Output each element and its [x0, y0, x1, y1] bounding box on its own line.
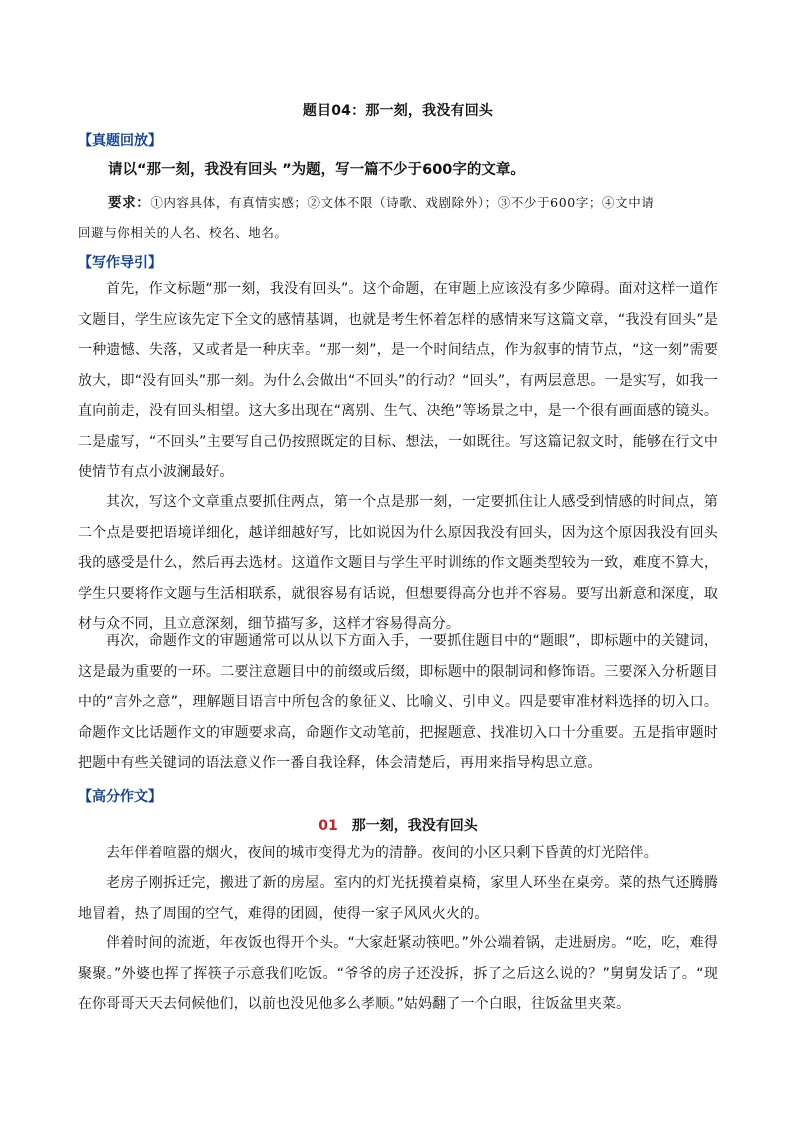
- section-tag-daoyin: 【写作导引】: [78, 255, 162, 271]
- guide-paragraph-2: 其次，写这个文章重点要抓住两点，第一个点是那一刻，一定要抓住让人感受到情感的时间点，第二个点是要把语境详细化，越详细越好写，比如说因为什么原因我没有回头，因为这个原因我没有回头我的感受是什么，然后再去选材。这道作文题目与学生平时训练的作文题类型较为一致，难度不算大，学生只要将作文题与生活相联系，就很容易有话说，但想要得高分也并不容易。要写出新意和深度，取材与众不同，且立意深刻，细节描写多，这样才容易得高分。: [78, 494, 718, 632]
- essay-paragraph-3: 伴着时间的流逝，年夜饭也得开个头。“大家赶紧动筷吧。”外公端着锅，走进厨房。“吃，吃，难得聚聚。”外婆也挥了挥筷子示意我们吃饭。“爷爷的房子还没拆，拆了之后这么说的？”舅舅发话了。“现在你哥哥天天去伺候他们，以前也没见他多么孝顺。”姑妈翻了一个白眼，往饭盆里夹菜。: [78, 935, 718, 1012]
- essay-prompt: 请以“那一刻，我没有回头 ”为题，写一篇不少于600字的文章。: [108, 162, 525, 178]
- requirement-label: 要求：: [108, 195, 151, 211]
- section-tag-zhenti: 【真题回放】: [78, 133, 162, 149]
- essay-title-text: 那一刻，我没有回头: [351, 818, 478, 834]
- requirement-text-1: ①内容具体，有真情实感；②文体不限（诗歌、戏剧除外）；③不少于600字；④文中请: [150, 195, 655, 210]
- essay-paragraph-1: 去年伴着喧嚣的烟火，夜间的城市变得尤为的清静。夜间的小区只剩下昏黄的灯光陪伴。: [106, 845, 658, 861]
- section-tag-gaofen: 【高分作文】: [78, 789, 162, 805]
- requirement-text-2: 回避与你相关的人名、校名、地名。: [78, 225, 288, 240]
- page-title: 题目04：那一刻，我没有回头: [302, 103, 494, 119]
- requirements: [78, 188, 718, 248]
- essay-paragraph-2: 老房子刚拆迁完，搬进了新的房屋。室内的灯光抚摸着桌椅，家里人环坐在桌旁。菜的热气还腾腾地冒着，热了周围的空气，难得的团圆，使得一家子风风火火的。: [78, 875, 718, 922]
- essay-number: 01: [318, 818, 338, 834]
- essay-title: [78, 815, 718, 835]
- guide-paragraph-3: 再次，命题作文的审题通常可以从以下方面入手，一要抓住题目中的“题眼”，即标题中的关键词，这是最为重要的一环。二要注意题目中的前缀或后缀，即标题中的限制词和修饰语。三要深入分析题目中的“言外之意”，理解题目语言中所包含的象征义、比喻义、引申义。四是要审准材料选择的切入口。命题作文比话题作文的审题要求高，命题作文动笔前，把握题意、找准切入口十分重要。五是指审题时把题中有些关键词的语法意义作一番自我诠释，体会清楚后，再用来指导构思立意。: [78, 633, 718, 771]
- guide-paragraph-1: 首先，作文标题“那一刻，我没有回头”。这个命题，在审题上应该没有多少障碍。面对这样一道作文题目，学生应该先定下全文的感情基调，也就是考生怀着怎样的感情来写这篇文章，“我没有回头”是一种遗憾、失落，又或者是一种庆幸。“那一刻”，是一个时间结点，作为叙事的情节点，“这一刻”需要放大，即“没有回头”那一刻。为什么会做出“不回头”的行动？“回头”，有两层意思。一是实写，如我一直向前走，没有回头相望。这大多出现在“离别、生气、决绝”等场景之中，是一个很有画面感的镜头。二是虚写，“不回头”主要写自己仍按照既定的目标、想法，一如既往。写这篇记叙文时，能够在行文中使情节有点小波澜最好。: [78, 281, 718, 480]
